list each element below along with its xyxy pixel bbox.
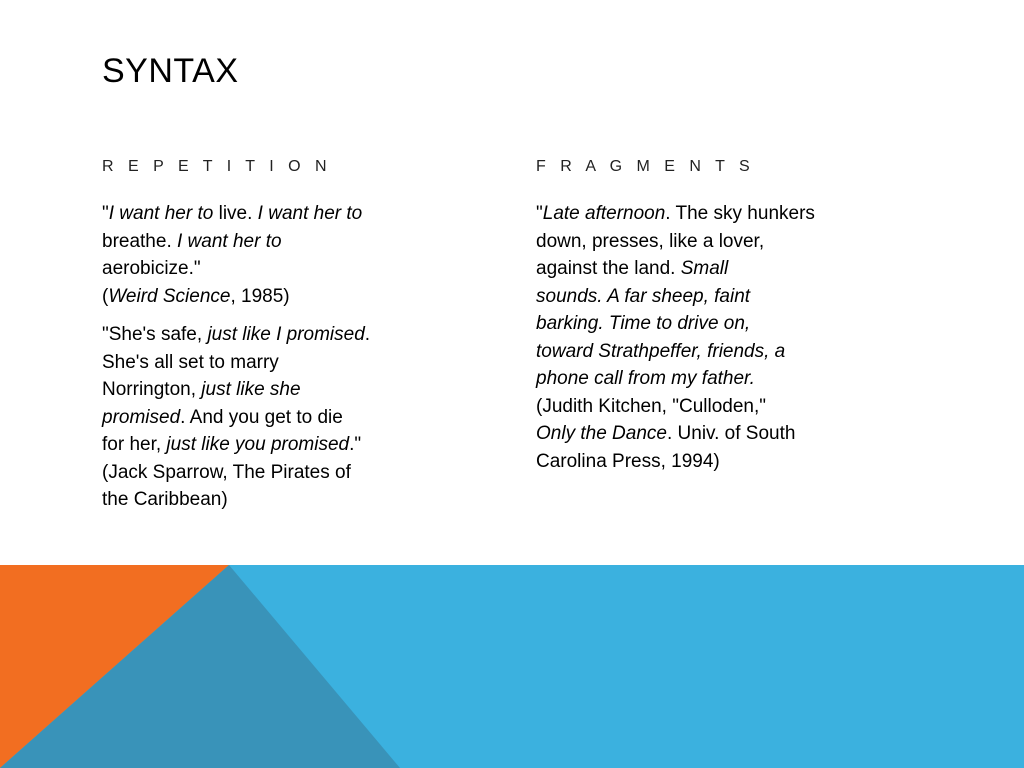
text-run: ( xyxy=(102,285,109,307)
quote-attribution xyxy=(102,283,462,311)
repetition-column xyxy=(102,158,462,525)
text-run: . xyxy=(364,324,371,345)
pirates-quote xyxy=(102,321,462,514)
text-run: breathe. xyxy=(102,230,177,252)
italic-run: I want her to xyxy=(257,203,363,224)
italic-run: phone call from my father. xyxy=(536,368,755,389)
text-run: She's all set to marry xyxy=(102,351,279,373)
quote-line xyxy=(102,200,462,228)
quote-line xyxy=(102,404,462,432)
quote-line xyxy=(536,365,896,393)
italic-run: Only the Dance xyxy=(536,423,667,444)
italic-run: just like you promised xyxy=(166,434,350,455)
culloden-quote xyxy=(536,200,896,475)
quote-line xyxy=(536,310,896,338)
italic-run: Small xyxy=(680,258,729,279)
quote-attribution xyxy=(102,459,462,487)
italic-run: just like she xyxy=(201,379,301,400)
italic-run: Weird Science xyxy=(108,285,231,307)
text-run: "She's safe, xyxy=(102,324,208,345)
italic-run: sounds. A far sheep, faint xyxy=(536,285,751,307)
text-run: down, presses, like a lover, xyxy=(536,230,765,252)
text-run: aerobicize." xyxy=(102,258,201,279)
quote-attribution xyxy=(536,393,896,421)
quote-line xyxy=(536,255,896,283)
weird-science-quote xyxy=(102,200,462,310)
quote-attribution xyxy=(536,448,896,476)
fragments-heading: F R A G M E N T S xyxy=(536,158,755,175)
text-run: for her, xyxy=(102,434,167,455)
slide-title: SYNTAX xyxy=(102,52,239,90)
quote-line xyxy=(536,283,896,311)
italic-run: I want her to xyxy=(177,230,282,252)
text-run: (Jack Sparrow, The Pirates of xyxy=(102,461,351,483)
quote-line xyxy=(536,228,896,256)
text-run: the Caribbean) xyxy=(102,489,228,510)
quote-line xyxy=(102,349,462,377)
italic-run: I want her to xyxy=(108,203,214,224)
italic-run: just like I promised xyxy=(207,324,365,345)
quote-attribution xyxy=(102,486,462,514)
text-run: , 1985) xyxy=(230,285,290,307)
italic-run: barking. Time to drive on, xyxy=(536,313,751,334)
quote-line xyxy=(536,200,896,228)
text-run: . The sky hunkers xyxy=(665,203,815,224)
fragments-column xyxy=(536,158,896,486)
text-run: " xyxy=(536,203,543,224)
italic-run: Late afternoon xyxy=(542,203,666,224)
quote-line xyxy=(102,431,462,459)
italic-run: promised xyxy=(102,406,181,428)
decorative-footer-graphic xyxy=(0,565,1024,768)
text-run: Carolina Press, 1994) xyxy=(536,450,720,472)
text-run: ." xyxy=(349,434,362,455)
repetition-heading: R E P E T I T I O N xyxy=(102,158,332,175)
quote-attribution xyxy=(536,420,896,448)
text-run: . And you get to die xyxy=(180,406,343,428)
italic-run: toward Strathpeffer, friends, a xyxy=(536,340,786,362)
text-run: live. xyxy=(213,203,258,224)
text-run: . Univ. of South xyxy=(666,423,796,444)
quote-line xyxy=(102,228,462,256)
text-run: against the land. xyxy=(536,258,681,279)
text-run: Norrington, xyxy=(102,379,202,400)
quote-line xyxy=(536,338,896,366)
quote-line xyxy=(102,321,462,349)
text-run: " xyxy=(102,203,109,224)
text-run: (Judith Kitchen, "Culloden," xyxy=(536,395,767,417)
quote-line xyxy=(102,376,462,404)
quote-line xyxy=(102,255,462,283)
